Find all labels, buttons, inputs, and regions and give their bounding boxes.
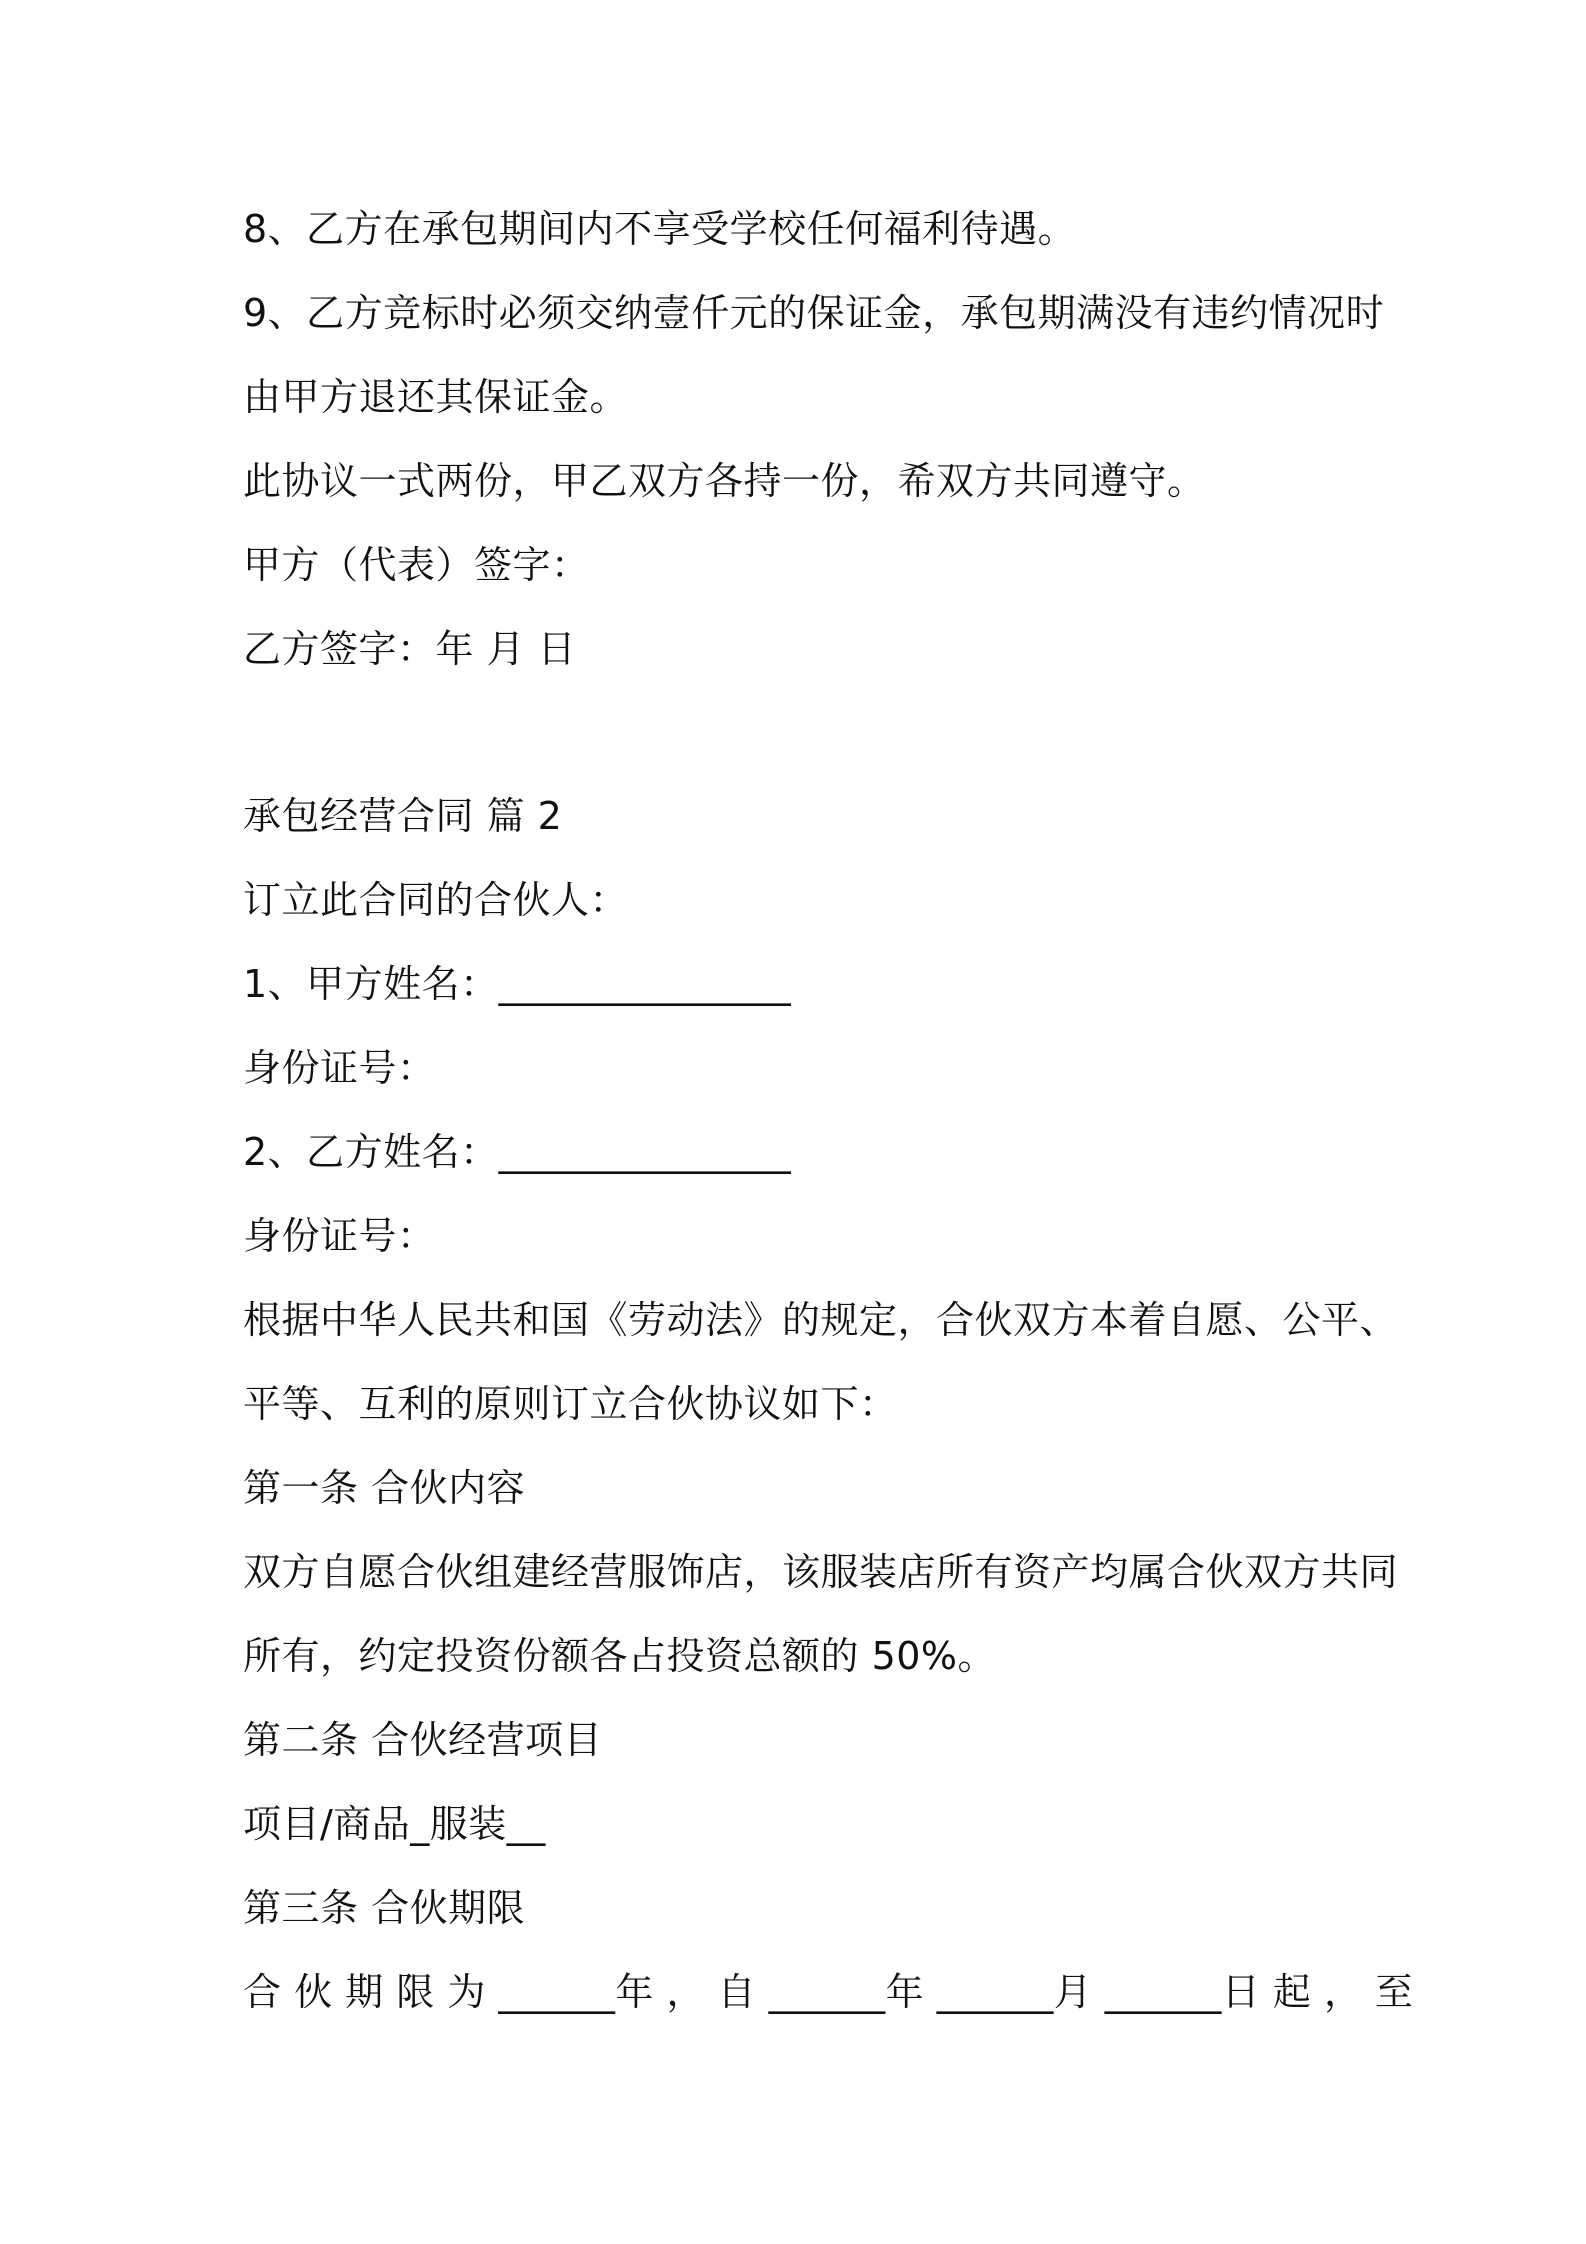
article-3-body: 合 伙 期 限 为 ______年 ， 自 ______年 ______月 ______日 起 ， 至 [243,1970,1414,2014]
article-2-heading: 第二条 合伙经营项目 [243,1718,603,1762]
clause-9: 9、乙方竞标时必须交纳壹仟元的保证金，承包期满没有违约情况时 [243,291,1385,335]
preamble: 根据中华人民共和国《劳动法》的规定，合伙双方本着自愿、公平、 [243,1298,1399,1342]
party-b-signature-date: 乙方签字：年 月 日 [243,627,577,671]
party-a-name: 1、甲方姓名：_______________ [243,962,792,1006]
party-a-id: 身份证号： [243,1046,436,1090]
article-2-body: 项目/商品_服装__ [243,1802,546,1846]
article-1-body-continued: 所有，约定投资份额各占投资总额的 50%。 [243,1634,997,1678]
article-1-heading: 第一条 合伙内容 [243,1466,526,1510]
party-b-id: 身份证号： [243,1214,436,1258]
clause-8: 8、乙方在承包期间内不享受学校任何福利待遇。 [243,207,1077,251]
section-heading: 承包经营合同 篇 2 [243,794,563,838]
clause-9-continued: 由甲方退还其保证金。 [243,375,629,419]
partners-intro: 订立此合同的合伙人： [243,878,629,922]
preamble-continued: 平等、互利的原则订立合伙协议如下： [243,1382,898,1426]
party-a-signature: 甲方（代表）签字： [243,543,590,587]
copies-statement: 此协议一式两份，甲乙双方各持一份，希双方共同遵守。 [243,459,1206,503]
article-1-body: 双方自愿合伙组建经营服饰店，该服装店所有资产均属合伙双方共同 [243,1550,1399,1594]
article-3-heading: 第三条 合伙期限 [243,1886,526,1930]
party-b-name: 2、乙方姓名：_______________ [243,1130,792,1174]
